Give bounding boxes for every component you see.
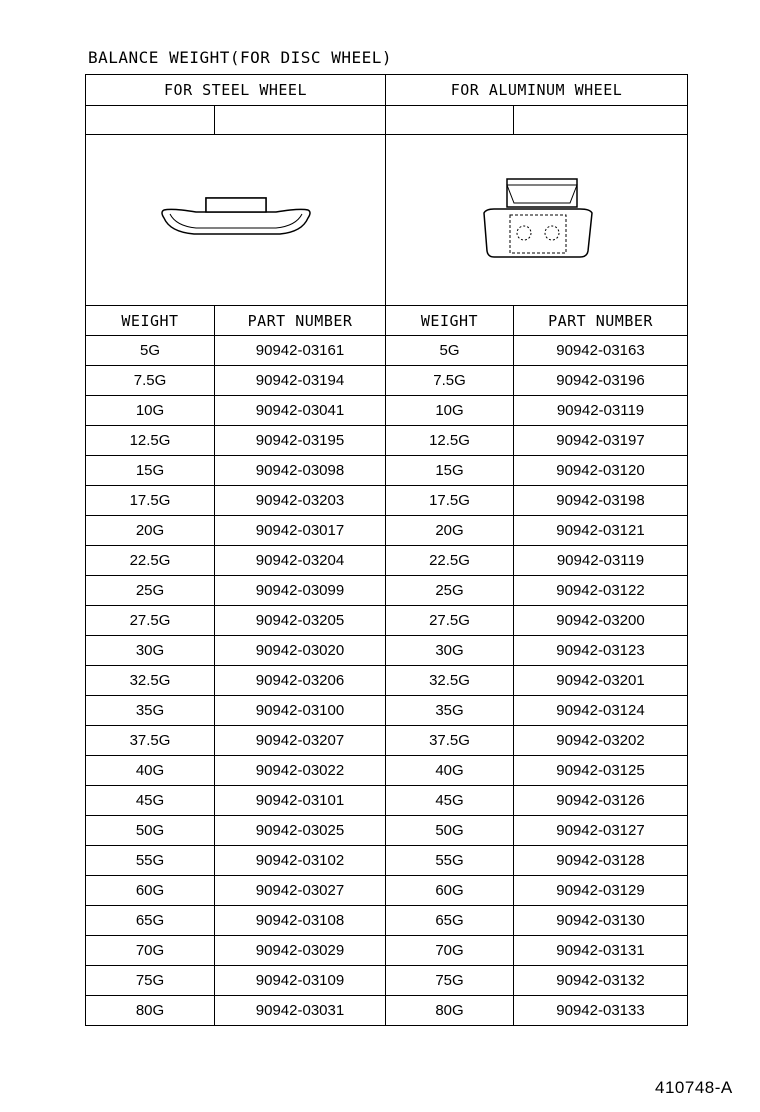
steel-weight-cell: 7.5G <box>86 366 215 396</box>
steel-part-number-cell: 90942-03102 <box>215 846 386 876</box>
steel-part-number-cell: 90942-03022 <box>215 756 386 786</box>
aluminum-weight-cell: 60G <box>386 876 514 906</box>
table-row <box>86 726 688 756</box>
blank-cell <box>514 106 688 135</box>
steel-weight-cell: 50G <box>86 816 215 846</box>
aluminum-weight-cell: 12.5G <box>386 426 514 456</box>
steel-weight-cell: 37.5G <box>86 726 215 756</box>
aluminum-part-number-column-header: PART NUMBER <box>514 306 688 336</box>
aluminum-part-number-cell: 90942-03163 <box>514 336 688 366</box>
aluminum-part-number-cell: 90942-03122 <box>514 576 688 606</box>
steel-part-number-cell: 90942-03027 <box>215 876 386 906</box>
blank-cell <box>86 106 215 135</box>
blank-cell <box>215 106 386 135</box>
table-row <box>86 936 688 966</box>
aluminum-weight-cell: 20G <box>386 516 514 546</box>
table-row <box>86 816 688 846</box>
aluminum-part-number-cell: 90942-03124 <box>514 696 688 726</box>
steel-weight-cell: 55G <box>86 846 215 876</box>
steel-part-number-column-header: PART NUMBER <box>215 306 386 336</box>
steel-weight-cell: 17.5G <box>86 486 215 516</box>
steel-part-number-cell: 90942-03206 <box>215 666 386 696</box>
table-row <box>86 756 688 786</box>
table-row <box>86 996 688 1026</box>
steel-part-number-cell: 90942-03099 <box>215 576 386 606</box>
steel-weight-cell: 12.5G <box>86 426 215 456</box>
aluminum-part-number-cell: 90942-03132 <box>514 966 688 996</box>
aluminum-part-number-cell: 90942-03133 <box>514 996 688 1026</box>
steel-illustration-cell <box>86 135 386 306</box>
steel-weight-cell: 32.5G <box>86 666 215 696</box>
steel-part-number-cell: 90942-03031 <box>215 996 386 1026</box>
aluminum-weight-cell: 32.5G <box>386 666 514 696</box>
aluminum-part-number-cell: 90942-03123 <box>514 636 688 666</box>
aluminum-weight-cell: 55G <box>386 846 514 876</box>
steel-part-number-cell: 90942-03029 <box>215 936 386 966</box>
table-row <box>86 846 688 876</box>
steel-weight-cell: 30G <box>86 636 215 666</box>
aluminum-part-number-cell: 90942-03200 <box>514 606 688 636</box>
aluminum-part-number-cell: 90942-03202 <box>514 726 688 756</box>
steel-weight-cell: 15G <box>86 456 215 486</box>
steel-weight-cell: 20G <box>86 516 215 546</box>
aluminum-part-number-cell: 90942-03120 <box>514 456 688 486</box>
steel-weight-cell: 70G <box>86 936 215 966</box>
aluminum-weight-cell: 37.5G <box>386 726 514 756</box>
steel-weight-cell: 40G <box>86 756 215 786</box>
table-row <box>86 456 688 486</box>
table-row <box>86 546 688 576</box>
steel-weight-cell: 80G <box>86 996 215 1026</box>
steel-part-number-cell: 90942-03098 <box>215 456 386 486</box>
aluminum-weight-cell: 7.5G <box>386 366 514 396</box>
aluminum-weight-cell: 50G <box>386 816 514 846</box>
aluminum-part-number-cell: 90942-03126 <box>514 786 688 816</box>
table-row <box>86 906 688 936</box>
aluminum-part-number-cell: 90942-03119 <box>514 546 688 576</box>
steel-part-number-cell: 90942-03203 <box>215 486 386 516</box>
aluminum-part-number-cell: 90942-03131 <box>514 936 688 966</box>
blank-cell <box>386 106 514 135</box>
aluminum-weight-cell: 17.5G <box>386 486 514 516</box>
steel-part-number-cell: 90942-03205 <box>215 606 386 636</box>
steel-weight-cell: 5G <box>86 336 215 366</box>
table-row <box>86 426 688 456</box>
aluminum-part-number-cell: 90942-03127 <box>514 816 688 846</box>
aluminum-weight-cell: 80G <box>386 996 514 1026</box>
table-row <box>86 486 688 516</box>
aluminum-weight-cell: 35G <box>386 696 514 726</box>
table-row <box>86 666 688 696</box>
steel-weight-column-header: WEIGHT <box>86 306 215 336</box>
steel-weight-cell: 65G <box>86 906 215 936</box>
steel-part-number-cell: 90942-03161 <box>215 336 386 366</box>
aluminum-part-number-cell: 90942-03198 <box>514 486 688 516</box>
steel-part-number-cell: 90942-03041 <box>215 396 386 426</box>
aluminum-part-number-cell: 90942-03119 <box>514 396 688 426</box>
aluminum-weight-cell: 70G <box>386 936 514 966</box>
steel-part-number-cell: 90942-03109 <box>215 966 386 996</box>
aluminum-weight-cell: 45G <box>386 786 514 816</box>
table-row <box>86 576 688 606</box>
aluminum-part-number-cell: 90942-03130 <box>514 906 688 936</box>
table-row <box>86 396 688 426</box>
aluminum-part-number-cell: 90942-03196 <box>514 366 688 396</box>
table-row <box>86 636 688 666</box>
aluminum-part-number-cell: 90942-03201 <box>514 666 688 696</box>
steel-wheel-header: FOR STEEL WHEEL <box>86 75 386 106</box>
table-row <box>86 606 688 636</box>
steel-part-number-cell: 90942-03194 <box>215 366 386 396</box>
aluminum-part-number-cell: 90942-03121 <box>514 516 688 546</box>
aluminum-weight-cell: 5G <box>386 336 514 366</box>
steel-part-number-cell: 90942-03100 <box>215 696 386 726</box>
aluminum-wheel-weight-icon <box>472 175 602 265</box>
steel-part-number-cell: 90942-03017 <box>215 516 386 546</box>
aluminum-weight-cell: 10G <box>386 396 514 426</box>
aluminum-part-number-cell: 90942-03197 <box>514 426 688 456</box>
table-row <box>86 876 688 906</box>
aluminum-weight-cell: 30G <box>386 636 514 666</box>
steel-weight-cell: 22.5G <box>86 546 215 576</box>
figure-code: 410748-A <box>655 1078 733 1097</box>
steel-part-number-cell: 90942-03025 <box>215 816 386 846</box>
steel-weight-cell: 27.5G <box>86 606 215 636</box>
aluminum-weight-cell: 22.5G <box>386 546 514 576</box>
aluminum-part-number-cell: 90942-03129 <box>514 876 688 906</box>
aluminum-part-number-cell: 90942-03128 <box>514 846 688 876</box>
steel-part-number-cell: 90942-03020 <box>215 636 386 666</box>
table-row <box>86 516 688 546</box>
steel-part-number-cell: 90942-03195 <box>215 426 386 456</box>
steel-part-number-cell: 90942-03108 <box>215 906 386 936</box>
steel-weight-cell: 60G <box>86 876 215 906</box>
steel-part-number-cell: 90942-03101 <box>215 786 386 816</box>
steel-part-number-cell: 90942-03207 <box>215 726 386 756</box>
table-row <box>86 336 688 366</box>
table-row <box>86 786 688 816</box>
table-row <box>86 966 688 996</box>
aluminum-weight-column-header: WEIGHT <box>386 306 514 336</box>
steel-weight-cell: 75G <box>86 966 215 996</box>
balance-weight-table <box>85 74 688 1026</box>
aluminum-weight-cell: 27.5G <box>386 606 514 636</box>
aluminum-wheel-header: FOR ALUMINUM WHEEL <box>386 75 688 106</box>
aluminum-part-number-cell: 90942-03125 <box>514 756 688 786</box>
aluminum-illustration-cell <box>386 135 688 306</box>
page-title: BALANCE WEIGHT(FOR DISC WHEEL) <box>88 48 392 67</box>
steel-part-number-cell: 90942-03204 <box>215 546 386 576</box>
steel-weight-cell: 10G <box>86 396 215 426</box>
aluminum-weight-cell: 15G <box>386 456 514 486</box>
table-row <box>86 696 688 726</box>
aluminum-weight-cell: 65G <box>386 906 514 936</box>
steel-weight-cell: 35G <box>86 696 215 726</box>
aluminum-weight-cell: 25G <box>386 576 514 606</box>
table-row <box>86 366 688 396</box>
aluminum-weight-cell: 40G <box>386 756 514 786</box>
steel-weight-cell: 25G <box>86 576 215 606</box>
steel-wheel-weight-icon <box>156 190 316 250</box>
aluminum-weight-cell: 75G <box>386 966 514 996</box>
steel-weight-cell: 45G <box>86 786 215 816</box>
